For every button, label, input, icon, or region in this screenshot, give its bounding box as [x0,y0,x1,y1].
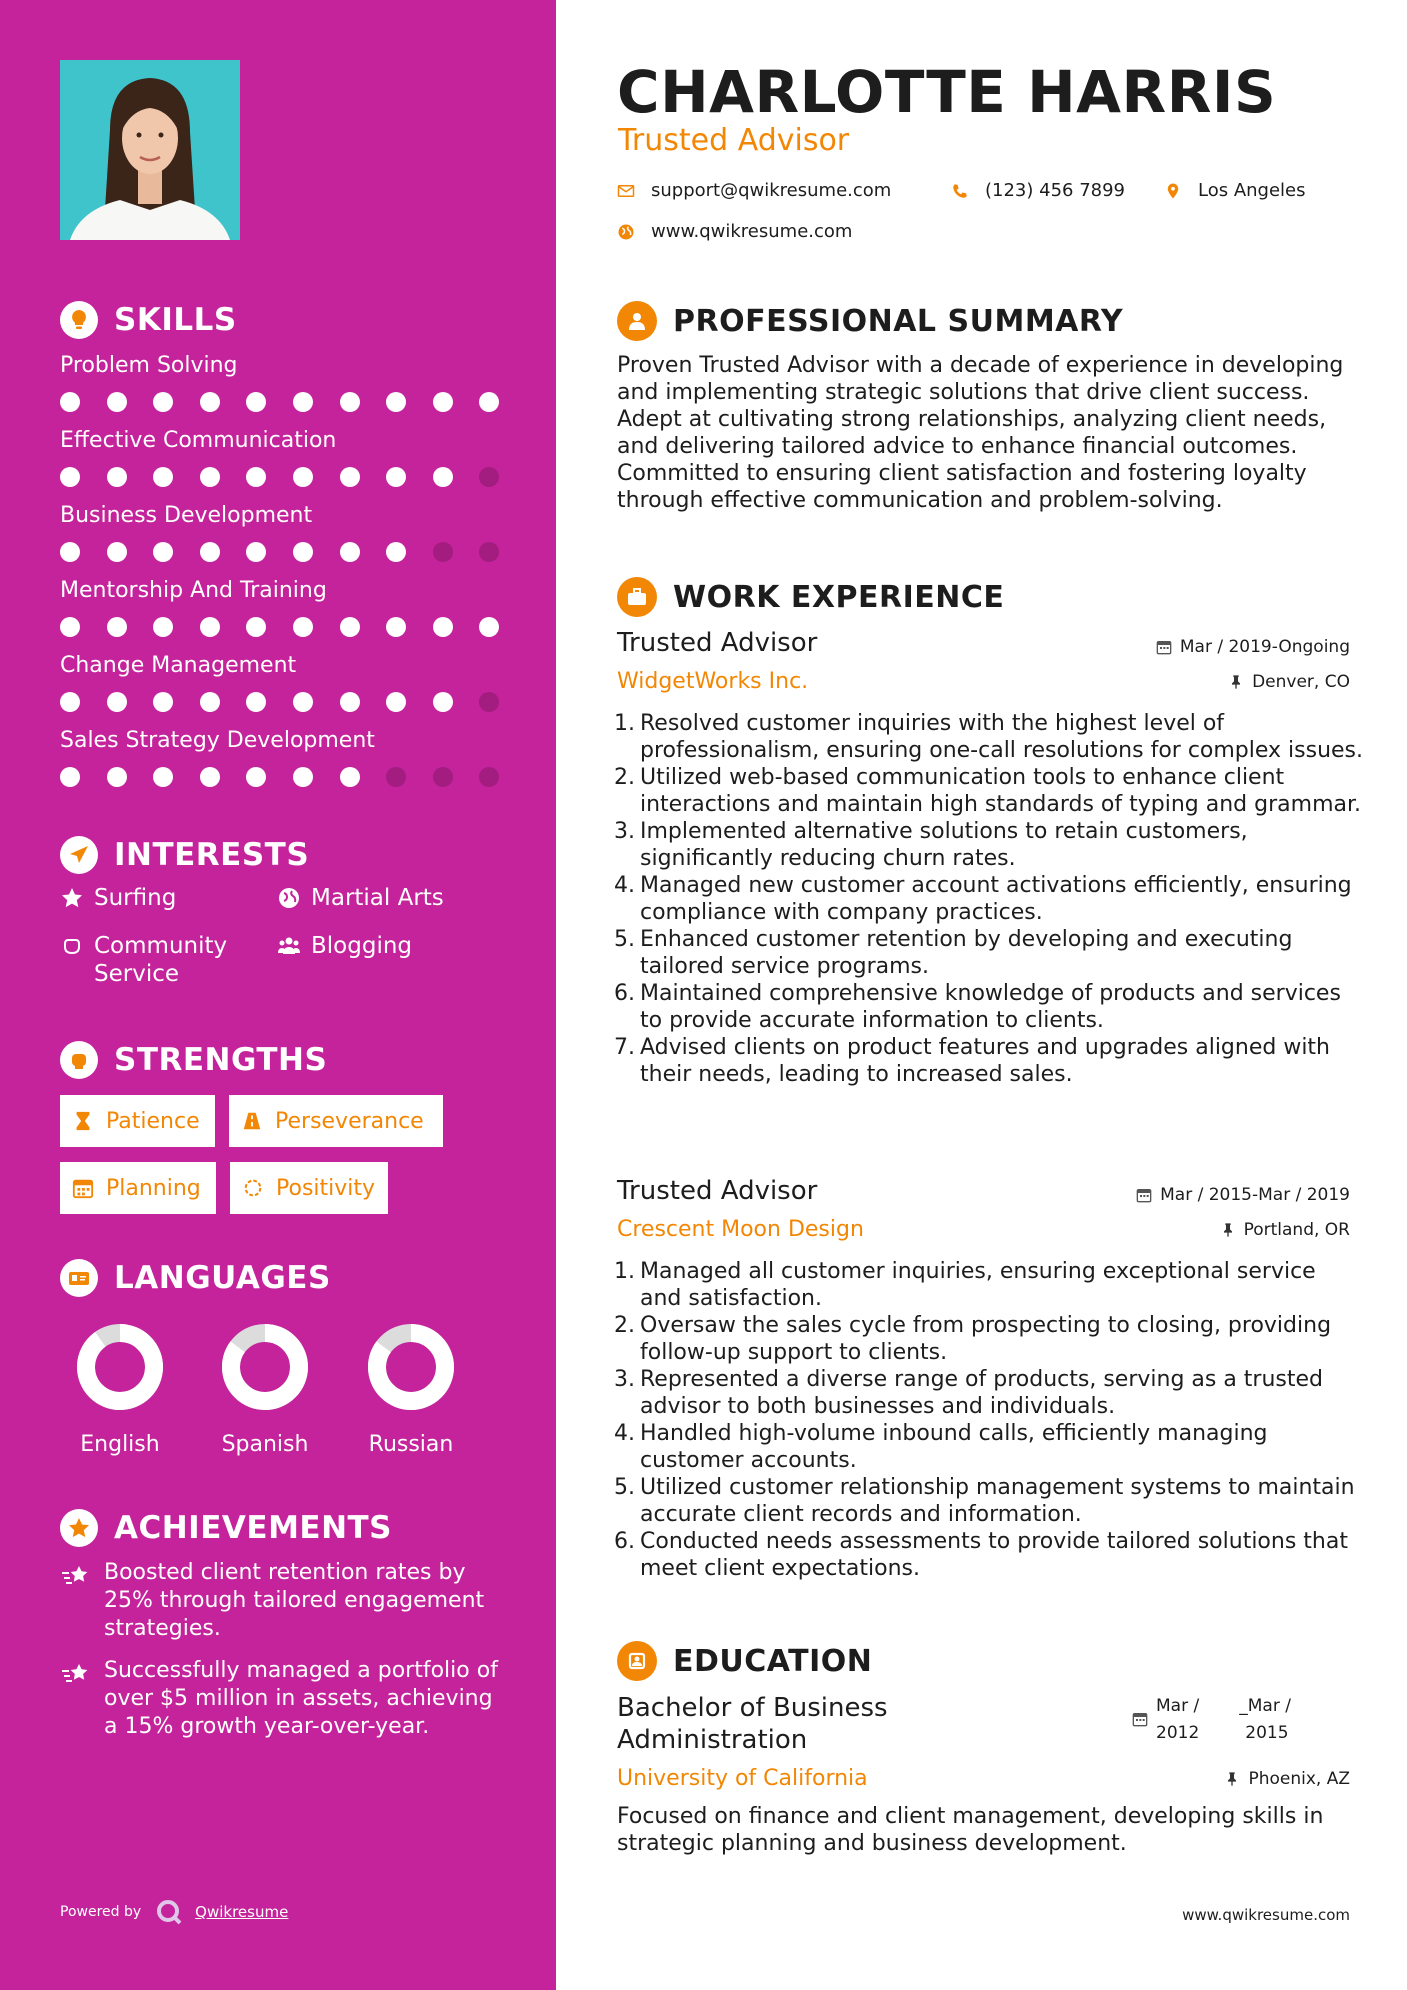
calendar-icon [1132,1711,1148,1727]
skill-dot-filled [340,467,360,487]
skill-dot-filled [293,542,313,562]
skill-name: Mentorship And Training [60,578,327,603]
skill-dot-empty [479,467,499,487]
degree-line: Bachelor of Business [617,1693,888,1723]
skill-dot-filled [479,617,499,637]
education-end-month: _Mar / [1239,1696,1291,1716]
interests-heading [60,836,309,874]
duty-text: Utilized customer relationship management systems to maintain accurate client records and information. [640,1475,1355,1527]
skill-dot-empty [479,692,499,712]
user-icon [617,301,657,341]
users-icon [277,934,301,958]
skill-name: Business Development [60,503,313,528]
envelope-icon [617,182,635,200]
strength-label: Patience [106,1108,200,1134]
phone-text: (123) 456 7899 [985,180,1126,201]
pushpin-icon [1228,674,1244,690]
skill-dot-filled [153,617,173,637]
duty-text: Enhanced customer retention by developing and executing tailored service programs. [640,927,1293,979]
language-icon [60,1259,98,1297]
achievement-text: Boosted client retention rates by 25% through tailored engagement strategies. [104,1560,485,1641]
education-location-text: Phoenix, AZ [1248,1769,1350,1789]
email-text: support@qwikresume.com [651,180,892,201]
skill-dot-filled [107,617,127,637]
degree-name [617,1692,888,1756]
duty-text: Managed all customer inquiries, ensuring exceptional service and satisfaction. [640,1259,1316,1311]
education-end [1239,1693,1291,1747]
star-icon [60,886,84,910]
candidate-name: CHARLOTTE HARRIS [617,58,1277,126]
skill-item [60,427,500,489]
education-heading [617,1641,872,1681]
duty-item [608,926,1363,980]
education-end-year: 2015 [1245,1723,1289,1743]
education-location [1224,1769,1350,1789]
experience-heading [617,577,1004,617]
skill-dot-filled [60,617,80,637]
skill-dot-filled [200,767,220,787]
duty-item [608,1420,1363,1474]
achievement-text: Successfully managed a portfolio of over $5 million in assets, achieving a 15% growth year-over-year. [104,1658,498,1739]
interest-item [60,884,176,912]
candidate-role: Trusted Advisor [618,123,850,158]
summary-title: PROFESSIONAL SUMMARY [673,303,1124,339]
education-start [1156,1693,1199,1747]
skill-rating [60,542,500,564]
calendar-icon [72,1177,94,1199]
skill-dot-filled [433,692,453,712]
skill-item [60,727,500,789]
interests-title: INTERESTS [114,837,310,873]
duty-number: 3. [614,819,635,844]
skill-dot-filled [293,467,313,487]
education-start-year: 2012 [1156,1723,1200,1743]
qwikresume-logo-icon [155,1898,183,1926]
skill-dot-filled [60,542,80,562]
strength-badge [230,1162,388,1214]
skill-dot-filled [200,467,220,487]
skill-dot-filled [340,542,360,562]
hourglass-icon [72,1110,94,1132]
phone-icon [951,182,969,200]
skill-dot-filled [60,392,80,412]
skill-rating [60,617,500,639]
duty-item [608,1528,1363,1582]
language-donut [75,1322,165,1412]
strength-badge [60,1095,215,1147]
bulb-icon [60,301,98,339]
duty-number: 2. [614,1313,635,1338]
skill-name: Problem Solving [60,353,238,378]
duty-text: Utilized web-based communication tools to enhance client interactions and maintain high standards of typing and grammar. [640,765,1361,817]
skill-dot-filled [340,692,360,712]
duty-number: 6. [614,981,635,1006]
skill-dot-filled [153,767,173,787]
duty-item [608,818,1363,872]
duty-text: Conducted needs assessments to provide tailored solutions that meet client expectations. [640,1529,1348,1581]
duty-text: Handled high-volume inbound calls, efficiently managing customer accounts. [640,1421,1268,1473]
skill-dot-filled [246,542,266,562]
skill-dot-filled [433,392,453,412]
duty-text: Managed new customer account activations efficiently, ensuring compliance with company practices. [640,873,1352,925]
school-name: University of California [617,1766,868,1791]
skill-dot-filled [153,467,173,487]
job-title: Trusted Advisor [617,1176,818,1206]
language-name: English [80,1432,160,1457]
skill-dot-empty [479,542,499,562]
graduate-icon [617,1641,657,1681]
skill-item [60,352,500,414]
paper-plane-icon [60,836,98,874]
trophy-star-icon [60,1509,98,1547]
degree-line: Administration [617,1725,808,1755]
calendar-icon [1136,1187,1152,1203]
interest-label: Martial Arts [311,885,444,911]
globe-icon [277,886,301,910]
skill-item [60,502,500,564]
duty-number: 4. [614,1421,635,1446]
skill-item [60,652,500,714]
job-location [1228,672,1350,692]
skill-dot-empty [433,542,453,562]
briefcase-icon [617,577,657,617]
duty-number: 3. [614,1367,635,1392]
skill-dot-filled [153,692,173,712]
job-duties [608,1258,1363,1582]
map-pin-icon [1164,182,1182,200]
duty-item [608,1474,1363,1528]
duty-text: Implemented alternative solutions to retain customers, significantly reducing churn rates. [640,819,1248,871]
education-start-month: Mar / [1156,1696,1200,1716]
duty-item [608,1312,1363,1366]
job-date [1156,637,1350,657]
duty-text: Maintained comprehensive knowledge of products and services to provide accurate information to clients. [640,981,1341,1033]
duty-number: 2. [614,765,635,790]
skill-dot-filled [246,617,266,637]
job-location-text: Denver, CO [1252,672,1350,692]
duty-item [608,1034,1363,1088]
strength-badge [60,1162,216,1214]
interest-label: Blogging [311,933,413,959]
experience-title: WORK EXPERIENCE [673,579,1005,615]
pushpin-icon [1220,1222,1236,1238]
contact-email[interactable] [617,180,891,201]
hand-icon [60,934,84,958]
education-description: Focused on finance and client management, developing skills in strategic planning and business development. [617,1804,1324,1856]
powered-by-label: Powered by [60,1904,142,1920]
duty-item [608,710,1363,764]
interest-label: Surfing [94,885,177,911]
skill-name: Sales Strategy Development [60,728,375,753]
skill-item [60,577,500,639]
skill-dot-filled [293,617,313,637]
strengths-title: STRENGTHS [114,1042,328,1078]
skill-dot-filled [200,617,220,637]
skill-dot-filled [246,692,266,712]
skill-dot-filled [293,692,313,712]
skill-rating [60,467,500,489]
contact-website[interactable] [617,221,852,242]
duty-item [608,980,1363,1034]
donut-fill [86,1333,154,1401]
duty-text: Resolved customer inquiries with the highest level of professionalism, ensuring one-call resolutions for complex issues. [640,711,1364,763]
education-dates [1132,1693,1291,1747]
skill-dot-filled [246,392,266,412]
interest-item [277,884,444,912]
language-donut [220,1322,310,1412]
skill-dot-filled [293,392,313,412]
company-name: WidgetWorks Inc. [617,669,809,694]
duty-number: 5. [614,1475,635,1500]
skill-dot-filled [386,617,406,637]
website-text: www.qwikresume.com [651,221,853,242]
duty-item [608,764,1363,818]
achievements-heading [60,1509,392,1547]
skills-title: SKILLS [114,302,237,338]
calendar-icon [1156,639,1172,655]
sidebar [0,0,556,1990]
duty-number: 6. [614,1529,635,1554]
language-name: Russian [368,1432,454,1457]
skill-rating [60,692,500,714]
contact-phone[interactable] [951,180,1125,201]
language-item [55,1322,185,1457]
languages-title: LANGUAGES [114,1260,331,1296]
duty-text: Advised clients on product features and upgrades aligned with their needs, leading to increased sales. [640,1035,1331,1087]
skill-dot-filled [107,692,127,712]
skills-heading [60,301,237,339]
road-icon [241,1110,263,1132]
skill-dot-filled [246,767,266,787]
summary-heading [617,301,1123,341]
skill-dot-filled [107,542,127,562]
achievements-title: ACHIEVEMENTS [114,1510,393,1546]
job-duties [608,710,1363,1088]
job-location [1220,1220,1350,1240]
skill-dot-filled [246,467,266,487]
interest-label: Community Service [94,933,228,987]
language-item [346,1322,476,1457]
skill-dot-empty [433,767,453,787]
company-name: Crescent Moon Design [617,1217,864,1242]
location-text: Los Angeles [1198,180,1306,201]
summary-text: Proven Trusted Advisor with a decade of experience in developing and implementing strategic solutions that drive client success. Adept at cultivating strong relationships, analyzing client needs, and delivering tailored advice to enhance financial outcomes. Committed to ensuring client satisfaction and fostering loyalty through effective communication and problem-solving. [617,353,1344,513]
job-date-text: Mar / 2019-Ongoing [1179,637,1350,657]
strength-label: Positivity [276,1175,376,1201]
duty-item [608,1258,1363,1312]
education-title: EDUCATION [673,1643,873,1679]
skill-rating [60,392,500,414]
skill-dot-filled [200,392,220,412]
job-date [1136,1185,1350,1205]
skill-dot-filled [60,767,80,787]
skill-name: Change Management [60,653,297,678]
duty-text: Represented a diverse range of products, serving as a trusted advisor to both businesses and individuals. [640,1367,1324,1419]
skill-dot-filled [107,467,127,487]
job-location-text: Portland, OR [1243,1220,1350,1240]
skill-dot-empty [479,767,499,787]
shooting-star-icon [60,1561,90,1591]
skill-dot-filled [479,392,499,412]
achievement-item [60,1559,500,1643]
skill-rating [60,767,500,789]
skill-dot-filled [433,617,453,637]
profile-photo [60,60,240,240]
skill-dot-empty [386,767,406,787]
duty-text: Oversaw the sales cycle from prospecting to closing, providing follow-up support to clients. [640,1313,1332,1365]
skill-dot-filled [60,692,80,712]
language-donut [366,1322,456,1412]
skill-dot-filled [433,467,453,487]
job-date-text: Mar / 2015-Mar / 2019 [1160,1185,1350,1205]
strength-label: Perseverance [275,1108,424,1134]
strength-label: Planning [106,1175,201,1201]
duty-number: 5. [614,927,635,952]
contact-location [1164,180,1306,201]
skill-dot-filled [340,392,360,412]
skill-dot-filled [386,392,406,412]
duty-number: 1. [614,1259,635,1284]
language-name: Spanish [221,1432,309,1457]
skill-dot-filled [386,467,406,487]
skill-dot-filled [200,542,220,562]
skill-dot-filled [293,767,313,787]
main-content [556,0,1407,1990]
skill-dot-filled [107,392,127,412]
skill-dot-filled [386,692,406,712]
skill-name: Effective Communication [60,428,337,453]
fist-icon [60,1041,98,1079]
languages-heading [60,1259,331,1297]
shooting-star-icon [60,1659,90,1689]
duty-item [608,1366,1363,1420]
powered-by [60,1898,288,1926]
strengths-heading [60,1041,327,1079]
strength-badge [229,1095,443,1147]
skill-dot-filled [386,542,406,562]
skill-dot-filled [60,467,80,487]
brand-link[interactable]: Qwikresume [195,1903,289,1921]
skill-dot-filled [200,692,220,712]
interest-item [60,932,260,988]
achievement-item [60,1657,500,1741]
skill-dot-filled [153,392,173,412]
duty-number: 4. [614,873,635,898]
pushpin-icon [1224,1771,1240,1787]
skill-dot-filled [340,767,360,787]
skill-dot-filled [107,767,127,787]
skill-dot-filled [153,542,173,562]
duty-number: 1. [614,711,635,736]
duty-item [608,872,1363,926]
job-title: Trusted Advisor [617,628,818,658]
interest-item [277,932,412,960]
sun-icon [242,1177,264,1199]
duty-number: 7. [614,1035,635,1060]
language-item [200,1322,330,1457]
globe-icon [617,223,635,241]
skill-dot-filled [340,617,360,637]
avatar [60,60,240,240]
footer-website[interactable]: www.qwikresume.com [1182,1906,1350,1924]
